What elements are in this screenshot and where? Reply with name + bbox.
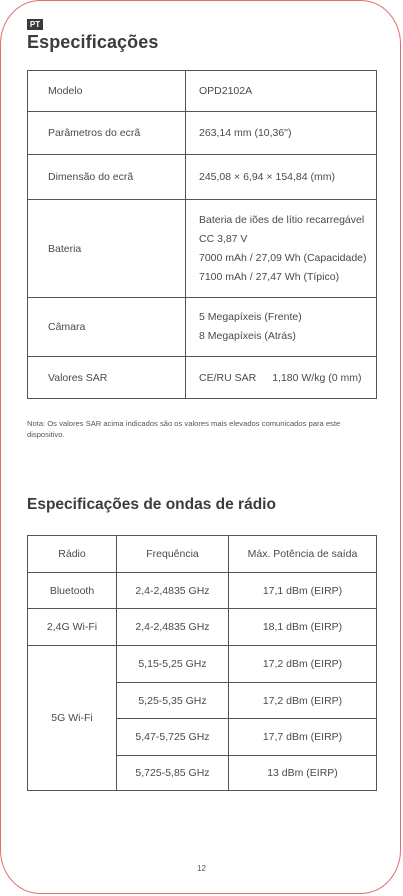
spec-label: Modelo xyxy=(28,71,186,112)
frequency-cell: 5,15-5,25 GHz xyxy=(117,646,229,683)
spec-value xyxy=(186,200,377,298)
power-cell: 17,2 dBm (EIRP) xyxy=(229,683,377,719)
table-row xyxy=(28,646,377,683)
sar-region: CE/RU SAR xyxy=(199,371,257,384)
spec-value-line: 5 Megapíxeis (Frente) xyxy=(199,311,302,323)
radio-cell: Bluetooth xyxy=(28,573,117,609)
power-cell: 17,1 dBm (EIRP) xyxy=(229,573,377,609)
spec-label: Bateria xyxy=(28,200,186,298)
spec-value-line: 245,08 × 6,94 × 154,84 (mm) xyxy=(199,170,336,183)
table-header-row xyxy=(28,536,377,573)
page-number: 12 xyxy=(197,864,206,873)
sar-value: 1,180 W/kg (0 mm) xyxy=(272,371,362,384)
radio-specifications-table xyxy=(27,535,377,791)
spec-value-line: 7100 mAh / 27,47 Wh (Típico) xyxy=(199,270,340,283)
column-header-radio: Rádio xyxy=(28,536,117,573)
spec-value-line: CC 3,87 V xyxy=(199,232,248,245)
column-header-power: Máx. Potência de saída xyxy=(229,536,377,573)
spec-label: Dimensão do ecrã xyxy=(28,155,186,200)
spec-value xyxy=(186,298,377,357)
sar-note: Nota: Os valores SAR acima indicados são os valores mais elevados comunicados para este dispositivo. xyxy=(27,419,341,439)
spec-value xyxy=(186,155,377,200)
spec-label: Câmara xyxy=(28,298,186,357)
frequency-cell: 2,4-2,4835 GHz xyxy=(117,573,229,609)
table-row xyxy=(28,609,377,646)
power-cell: 17,2 dBm (EIRP) xyxy=(229,646,377,683)
power-cell: 17,7 dBm (EIRP) xyxy=(229,719,377,756)
frequency-cell: 5,725-5,85 GHz xyxy=(117,756,229,791)
spec-value xyxy=(186,357,377,399)
spec-value-line: Bateria de iões de lítio recarregável xyxy=(199,213,365,226)
table-row xyxy=(28,298,377,357)
radio-cell: 2,4G Wi-Fi xyxy=(28,609,117,646)
table-row xyxy=(28,155,377,200)
table-row xyxy=(28,357,377,399)
power-cell: 13 dBm (EIRP) xyxy=(229,756,377,791)
spec-label: Valores SAR xyxy=(28,357,186,399)
frequency-cell: 2,4-2,4835 GHz xyxy=(117,609,229,646)
table-row xyxy=(28,71,377,112)
spec-value-line: OPD2102A xyxy=(199,84,253,97)
table-row xyxy=(28,112,377,155)
power-cell: 18,1 dBm (EIRP) xyxy=(229,609,377,646)
radio-cell: 5G Wi-Fi xyxy=(28,646,117,791)
spec-value xyxy=(186,71,377,112)
column-header-frequency: Frequência xyxy=(117,536,229,573)
spec-value-line: 263,14 mm (10,36") xyxy=(199,126,292,139)
spec-value xyxy=(186,112,377,155)
radio-section-title: Especificações de ondas de rádio xyxy=(27,496,276,513)
page-title: Especificações xyxy=(27,32,159,52)
specifications-table xyxy=(27,70,377,399)
table-row xyxy=(28,573,377,609)
spec-value-line: 7000 mAh / 27,09 Wh (Capacidade) xyxy=(199,251,367,264)
frequency-cell: 5,47-5,725 GHz xyxy=(117,719,229,756)
frequency-cell: 5,25-5,35 GHz xyxy=(117,683,229,719)
spec-value-line: 8 Megapíxeis (Atrás) xyxy=(199,330,296,342)
spec-label: Parâmetros do ecrã xyxy=(28,112,186,155)
language-badge: PT xyxy=(27,19,43,30)
table-row xyxy=(28,200,377,298)
